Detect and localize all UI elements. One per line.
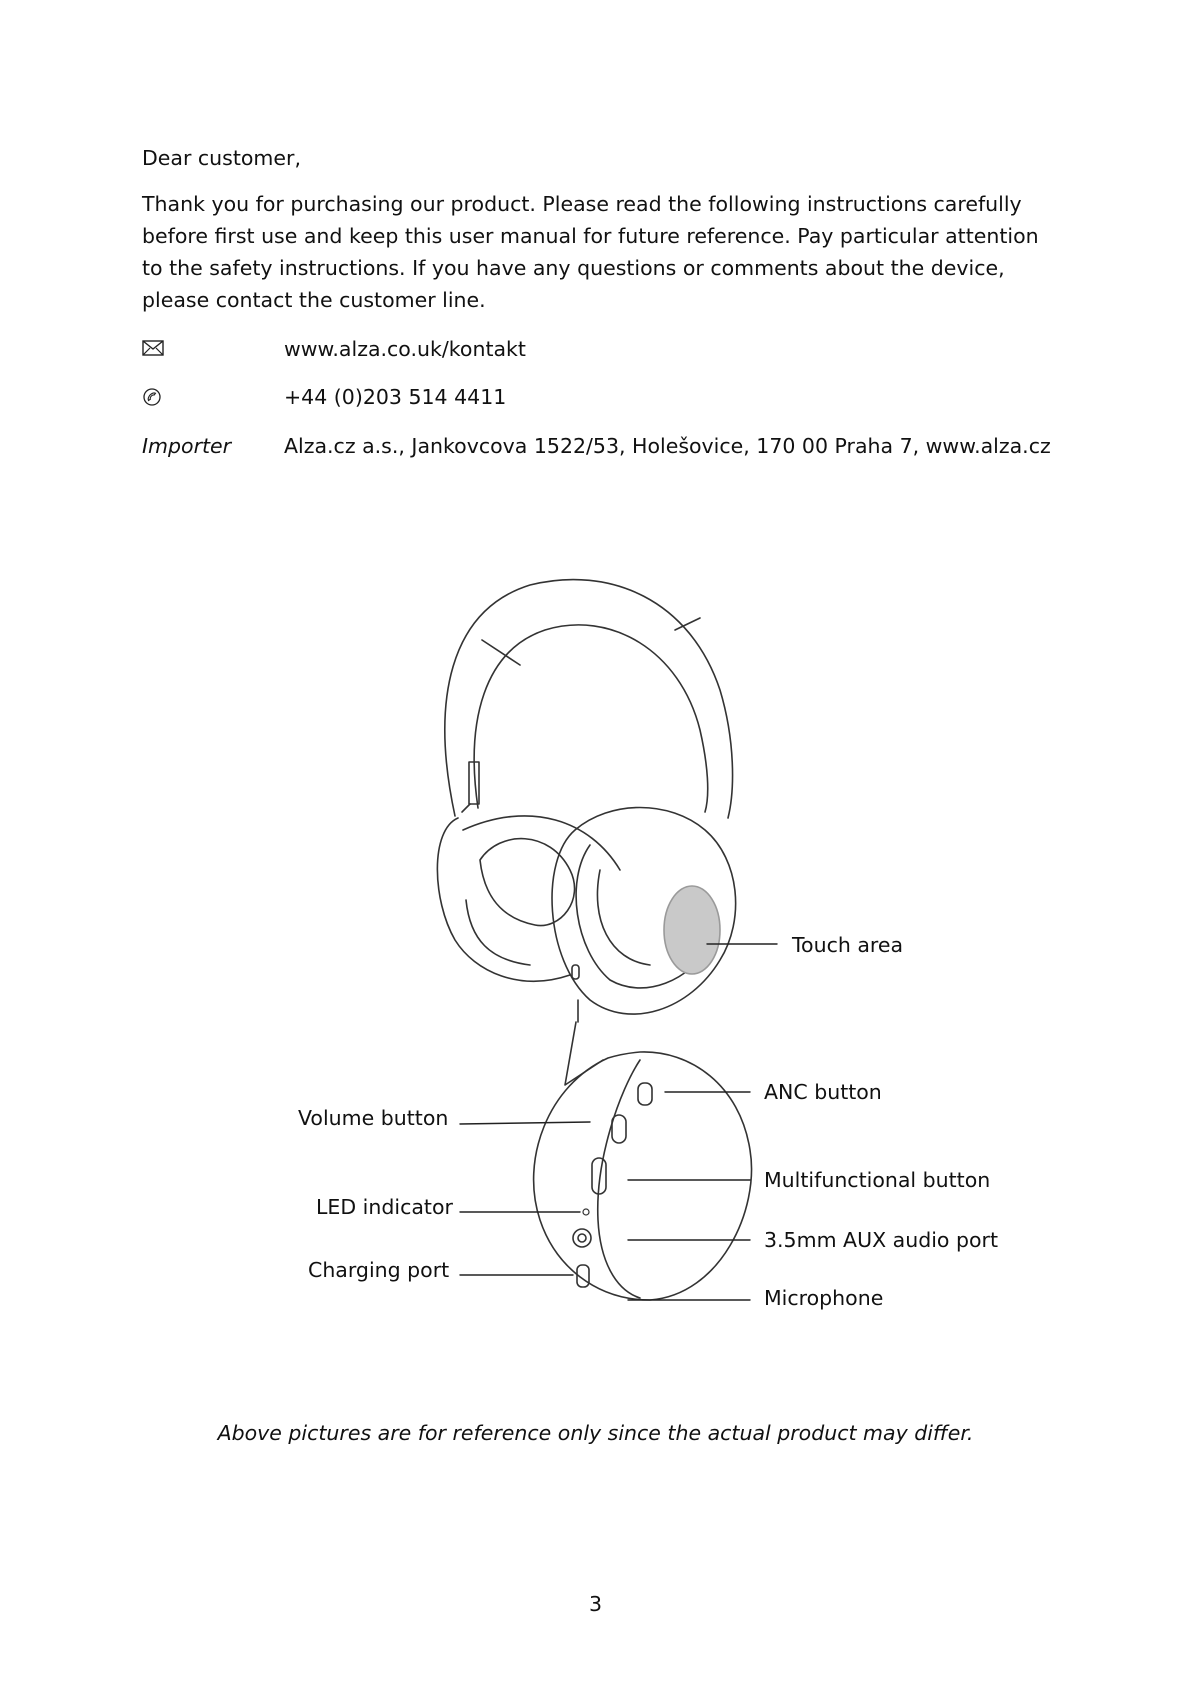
callout-aux-port: 3.5mm AUX audio port [764,1228,998,1252]
headphones-illustration [0,560,1191,1320]
intro-paragraph: Thank you for purchasing our product. Please read the following instructions carefully before first use and keep this user manual for future reference. Pay particular attention to the safety instructions. If you have any questions or comments about the device, please contact the customer line. [142,192,1039,312]
callout-led-indicator: LED indicator [316,1195,453,1219]
greeting: Dear customer, [142,146,301,170]
contact-email-row [142,332,1142,366]
callout-multifunctional-button: Multifunctional button [764,1168,991,1192]
callout-microphone: Microphone [764,1286,884,1310]
contact-url[interactable]: www.alza.co.uk/kontakt [284,337,526,361]
importer-label: Importer [142,434,232,458]
phone-icon [142,380,162,407]
callout-volume-button: Volume button [298,1106,449,1130]
disclaimer: Above pictures are for reference only since the actual product may differ. [217,1421,974,1445]
contact-phone-row [142,380,1142,414]
page-number: 3 [588,1592,603,1616]
importer-row [142,429,1142,463]
callout-anc-button: ANC button [764,1080,882,1104]
callout-touch-area: Touch area [792,933,904,957]
contact-phone[interactable]: +44 (0)203 514 4411 [284,385,507,409]
importer-address: Alza.cz a.s., Jankovcova 1522/53, Holešovice, 170 00 Praha 7, www.alza.cz [284,434,1051,458]
envelope-icon [142,332,164,357]
callout-charging-port: Charging port [308,1258,450,1282]
headphones-diagram [0,560,1191,1320]
